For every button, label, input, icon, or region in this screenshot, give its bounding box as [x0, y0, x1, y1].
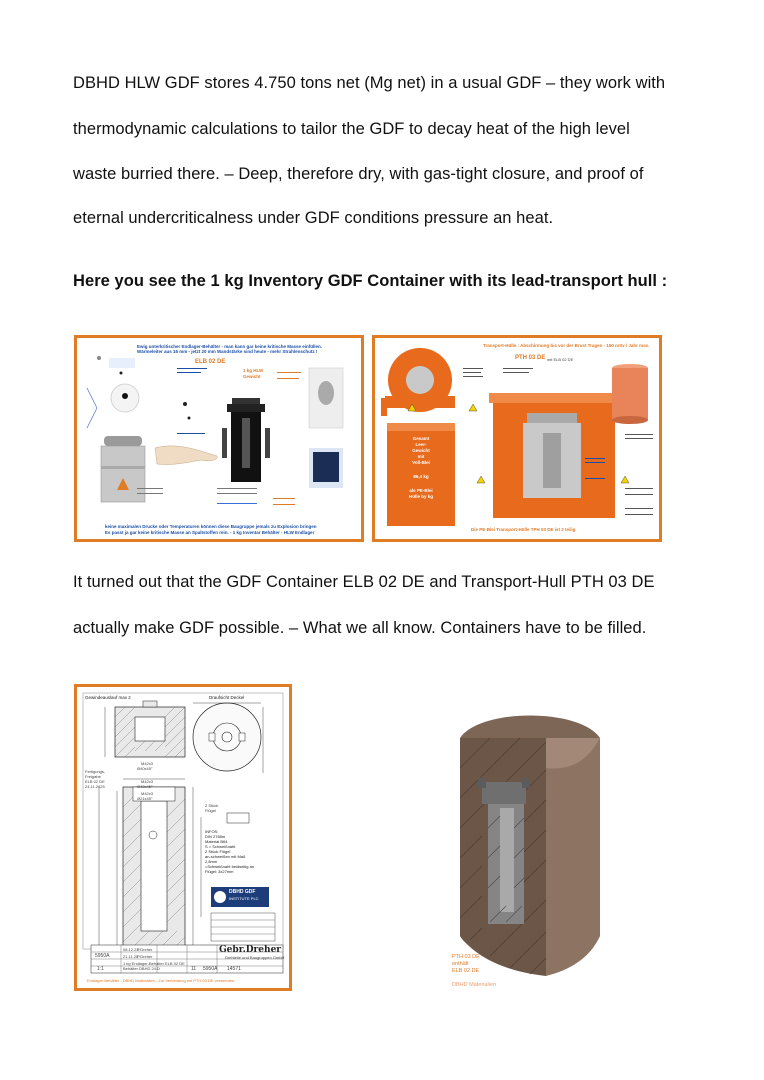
paragraph-1-line-4: eternal undercriticalness under GDF conditions pressure an heat. — [73, 209, 554, 227]
poster-left-illustration — [77, 338, 361, 539]
poster-right-body-3: Gewicht — [412, 448, 430, 453]
poster-right-title: PTH 03 DE — [515, 355, 546, 361]
poster-right-body-2: Leer- — [415, 442, 427, 447]
render-caption-4: DBHD Materialien — [452, 982, 497, 988]
drawing-notes: INFOS: DIN 2768m Material B64 S = Schweißnaht 2 Stück Flügel an-schweißen mit Maß 2,8mm =Schweißnaht beidseitig an Flügel: 3x27mm — [205, 829, 255, 874]
technical-drawing — [74, 684, 292, 991]
drawing-dim-4: Ø42x45° — [137, 784, 153, 789]
render-caption-1: PTH 03 DE — [452, 954, 480, 960]
drawing-dim-6: Ø21x45° — [137, 796, 153, 801]
drawing-release-3: ELB 02 DE — [85, 779, 105, 784]
technical-drawing-illustration — [77, 687, 289, 988]
drawing-material-no: 14571 — [227, 966, 241, 972]
drawing-dim-1: M42x3 — [141, 761, 154, 766]
drawing-company: Gebr.Dreher — [219, 945, 282, 955]
drawing-dim-5: M42x3 — [141, 791, 154, 796]
section-heading: Here you see the 1 kg Inventory GDF Container with its lead-transport hull : — [73, 272, 668, 290]
drawing-release-2: Freigabe — [85, 774, 101, 779]
drawing-desc-2: Behälter DBHD 24.D — [123, 966, 160, 971]
drawing-release-1: Fertigungs- — [85, 769, 106, 774]
poster-pth-03-de — [372, 335, 662, 542]
drawing-name-1: P.Dreher — [137, 947, 153, 952]
poster-right-body-5: Voll-Blei — [412, 460, 430, 465]
paragraph-2-line-2: actually make GDF possible. – What we all know. Containers have to be filled. — [73, 619, 647, 637]
drawing-date-1: 08.12.23 — [123, 947, 139, 952]
poster-right-body-6: 86,4 kg — [413, 474, 429, 479]
drawing-label-top-view: Draufsicht Deckel — [209, 695, 245, 700]
poster-right-footer: Die PE-Blei Transport-Hülle TPH 03 DE ist 2 teilig — [471, 527, 576, 532]
poster-left-footer-2: Es passt ja gar keine kritische Masse an Spaltstoffen rein. - 1 kg Inventar Behälter - HLW Endlager — [105, 530, 315, 535]
poster-right-body-4: mit — [417, 454, 425, 459]
drawing-dim-3: M42x3 — [141, 779, 154, 784]
drawing-index: 11 — [191, 966, 197, 972]
paragraph-2-line-1: It turned out that the GDF Container ELB 02 DE and Transport-Hull PTH 03 DE — [73, 573, 655, 591]
poster-left-header-2: Wärmeleiter aus 15 mm - jetzt 20 mm Wandstärke sind heute - mehr Strahlenschutz ! — [137, 349, 318, 354]
drawing-dim-2: Ø40x45° — [137, 766, 153, 771]
drawing-label-thread: Gewindeauslauf max 2 — [85, 695, 131, 700]
drawing-logo-line-2: INSTITUTE PLC — [229, 896, 259, 901]
paragraph-1-line-1: DBHD HLW GDF stores 4.750 tons net (Mg net) in a usual GDF – they work with — [73, 74, 666, 92]
drawing-date-2: 21.11.25 — [123, 954, 139, 959]
drawing-desc: 1 kg Endlager-Behälter ELB 02 DE — [123, 961, 185, 966]
poster-right-title-suffix: mit ELB 02 DE — [547, 357, 574, 362]
paragraph-1-line-2: thermodynamic calculations to tailor the GDF to decay heat of the high level — [73, 120, 630, 138]
poster-right-header: Transport-Hülle : Abschirmung bis vor der Brust Tragen - 150 mSv / Jahr max. — [483, 343, 650, 348]
poster-elb-02-de — [74, 335, 364, 542]
drawing-drawing-no: 5950A — [203, 966, 218, 972]
drawing-sheet: 1:1 — [97, 966, 104, 972]
drawing-wings: 2 Stück — [205, 803, 219, 808]
drawing-caption: Endlager-Behälter - DBHD Materialien - Zur Verbindung mit PTH 03 DE verwenden. — [87, 978, 236, 983]
render-caption-2: enthält — [452, 961, 469, 967]
drawing-name-2: P.Dreher — [137, 954, 153, 959]
render-caption-3: ELB 02 DE — [452, 968, 480, 974]
container-cutaway-render — [450, 708, 610, 978]
poster-left-footer-1: keine maximalen Drucke oder Temperaturen können diese Baugruppe jemals zu Explosion bringen — [105, 524, 317, 529]
paragraph-1-line-3: waste burried there. – Deep, therefore dry, with gas-tight closure, and proof of — [73, 165, 644, 183]
poster-left-header-1: Ewig unterkritischer Endlager-Behälter - man kann gar keine kritische Masse einfüllen. — [137, 344, 323, 349]
poster-right-body-8: Hülle by kg — [408, 494, 433, 499]
drawing-wings-2: Flügel — [205, 808, 216, 813]
drawing-company-sub: Drehteile und Baugruppen GmbH — [225, 955, 285, 960]
drawing-logo-line-1: DBHD GDF — [229, 889, 256, 895]
poster-left-label-2: Gewicht — [243, 374, 261, 379]
poster-left-title: ELB 02 DE — [195, 359, 226, 365]
poster-right-body-1: Gesamt — [412, 436, 430, 441]
poster-right-body-7: als PE-Blei — [409, 488, 433, 493]
drawing-part-no: 5950A — [95, 953, 110, 959]
drawing-release-4: 24.11.2025 — [85, 784, 105, 789]
poster-left-label-1: 1 kg HLW — [243, 368, 264, 373]
